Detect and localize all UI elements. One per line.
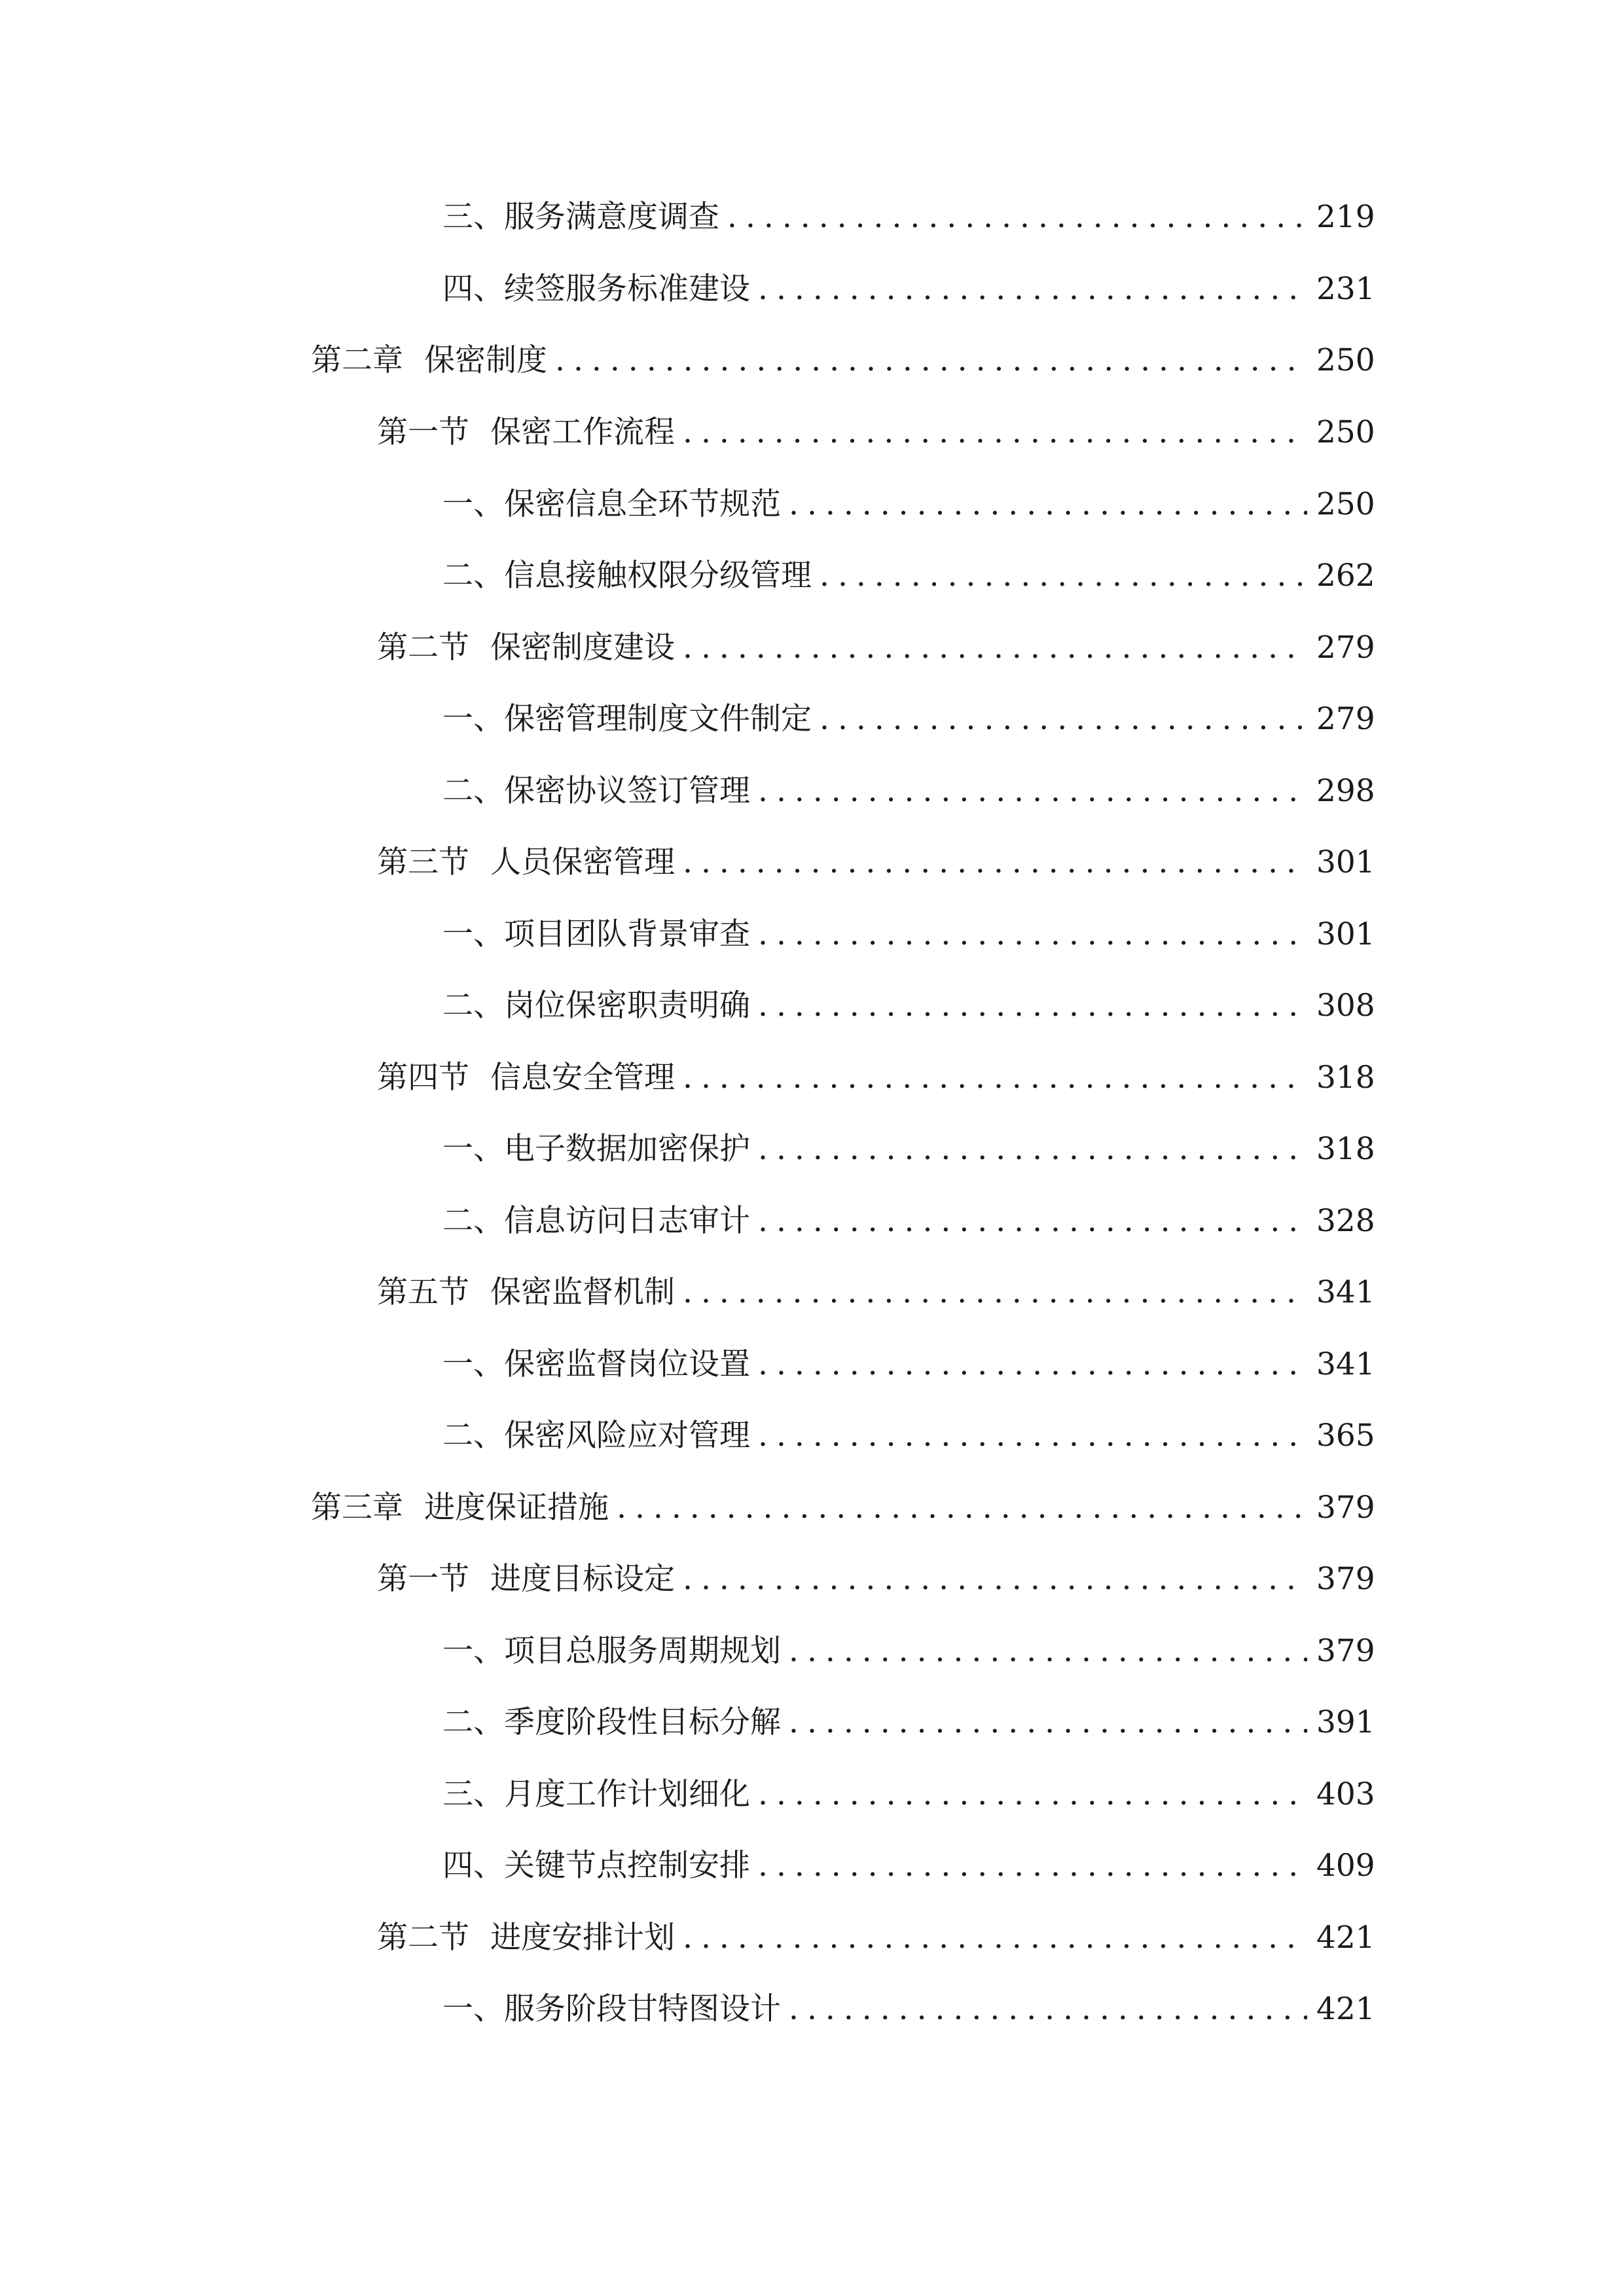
toc-entry-title: 保密信息全环节规范 [504,486,781,522]
toc-entry-page: 421 [1316,1991,1375,2027]
toc-entry-title: 进度保证措施 [424,1490,609,1526]
toc-entry-page: 379 [1316,1490,1375,1526]
toc-entry-page: 250 [1316,486,1375,522]
toc-leader-dots [758,263,1307,315]
toc-leader-dots [683,1266,1307,1319]
toc-entry-title: 信息安全管理 [490,1060,675,1096]
toc-entry-number: 一、 [442,1633,504,1669]
toc-entry-title: 保密工作流程 [490,414,675,450]
toc-entry[interactable] [377,622,1375,674]
toc-entry[interactable] [377,1266,1375,1319]
toc-entry[interactable] [442,1840,1375,1892]
toc-entry-title: 月度工作计划细化 [504,1776,750,1812]
toc-leader-dots [617,1482,1307,1534]
toc-entry-title: 季度阶段性目标分解 [504,1704,781,1740]
toc-entry-page: 379 [1316,1633,1375,1669]
toc-entry[interactable] [442,765,1375,817]
toc-entry-title: 保密管理制度文件制定 [504,701,812,737]
toc-leader-dots [758,1768,1307,1821]
toc-leader-dots [683,622,1307,674]
toc-entry-number: 一、 [442,486,504,522]
toc-entry[interactable] [442,1338,1375,1391]
toc-entry-number: 一、 [442,1346,504,1382]
toc-entry-title: 项目团队背景审查 [504,916,750,952]
toc-entry[interactable] [442,908,1375,961]
toc-entry-number: 二、 [442,1203,504,1239]
toc-entry-title: 人员保密管理 [490,844,675,880]
toc-entry-page: 403 [1316,1776,1375,1812]
toc-entry-title: 服务满意度调查 [504,199,719,235]
toc-entry-page: 250 [1316,414,1375,450]
toc-entry-page: 318 [1316,1131,1375,1167]
toc-leader-dots [789,1696,1307,1749]
toc-entry-title: 项目总服务周期规划 [504,1633,781,1669]
toc-entry-number: 第三章 [311,1490,403,1526]
toc-entry[interactable] [311,1482,1375,1534]
toc-entry-number: 第二节 [377,630,469,666]
toc-entry[interactable] [377,1912,1375,1964]
toc-entry-number: 二、 [442,1704,504,1740]
toc-entry-number: 第二节 [377,1920,469,1956]
toc-entry-title: 岗位保密职责明确 [504,988,750,1024]
toc-leader-dots [820,693,1307,745]
toc-entry-number: 一、 [442,1131,504,1167]
toc-entry[interactable] [377,1052,1375,1104]
toc-entry-page: 298 [1316,773,1375,809]
toc-entry-page: 250 [1316,342,1375,378]
toc-entry-page: 262 [1316,558,1375,594]
toc-entry-number: 第三节 [377,844,469,880]
toc-leader-dots [758,1840,1307,1892]
toc-entry-page: 328 [1316,1203,1375,1239]
toc-entry-title: 电子数据加密保护 [504,1131,750,1167]
toc-entry[interactable] [442,550,1375,602]
toc-entry-number: 三、 [442,1776,504,1812]
toc-leader-dots [789,1625,1307,1677]
toc-entry-number: 一、 [442,1991,504,2027]
toc-entry[interactable] [311,334,1375,387]
toc-entry[interactable] [442,980,1375,1032]
toc-entry-title: 保密监督岗位设置 [504,1346,750,1382]
toc-leader-dots [683,1052,1307,1104]
toc-entry-page: 341 [1316,1274,1375,1310]
toc-entry-title: 关键节点控制安排 [504,1848,750,1884]
toc-leader-dots [555,334,1307,387]
toc-entry-title: 信息接触权限分级管理 [504,558,812,594]
toc-entry[interactable] [377,1553,1375,1605]
toc-leader-dots [789,1983,1307,2036]
toc-entry-page: 379 [1316,1561,1375,1597]
toc-entry-page: 301 [1316,916,1375,952]
toc-leader-dots [758,1338,1307,1391]
toc-entry-number: 第四节 [377,1060,469,1096]
toc-entry-page: 231 [1316,271,1375,307]
toc-entry-number: 第一节 [377,1561,469,1597]
toc-entry-page: 219 [1316,199,1375,235]
toc-entry-page: 365 [1316,1418,1375,1454]
toc-entry-number: 三、 [442,199,504,235]
toc-entry-title: 服务阶段甘特图设计 [504,1991,781,2027]
toc-entry-title: 进度目标设定 [490,1561,675,1597]
toc-entry[interactable] [442,1410,1375,1462]
toc-entry-number: 一、 [442,701,504,737]
toc-entry[interactable] [442,1195,1375,1247]
toc-leader-dots [758,1195,1307,1247]
toc-entry-page: 409 [1316,1848,1375,1884]
toc-entry-number: 第二章 [311,342,403,378]
toc-leader-dots [758,980,1307,1032]
toc-entry[interactable] [442,1696,1375,1749]
toc-entry-number: 第一节 [377,414,469,450]
toc-leader-dots [758,1123,1307,1175]
toc-entry-page: 391 [1316,1704,1375,1740]
toc-entry[interactable] [442,693,1375,745]
toc-entry-number: 二、 [442,773,504,809]
toc-entry[interactable] [442,1625,1375,1677]
toc-leader-dots [758,765,1307,817]
toc-entry-number: 四、 [442,271,504,307]
toc-entry-page: 279 [1316,630,1375,666]
toc-entry-title: 续签服务标准建设 [504,271,750,307]
toc-entry-page: 318 [1316,1060,1375,1096]
toc-entry[interactable] [442,263,1375,315]
toc-entry-title: 保密协议签订管理 [504,773,750,809]
toc-entry-title: 保密风险应对管理 [504,1418,750,1454]
toc-entry-page: 301 [1316,844,1375,880]
toc-leader-dots [789,478,1307,531]
toc-leader-dots [758,1410,1307,1462]
toc-entry-number: 二、 [442,1418,504,1454]
toc-entry-number: 二、 [442,558,504,594]
toc-entry[interactable] [377,836,1375,889]
toc-entry[interactable] [442,478,1375,531]
toc-leader-dots [727,191,1307,243]
toc-entry[interactable] [442,1983,1375,2036]
toc-entry[interactable] [442,1768,1375,1821]
toc-leader-dots [683,836,1307,889]
toc-entry-page: 421 [1316,1920,1375,1956]
toc-entry[interactable] [442,1123,1375,1175]
toc-entry-number: 二、 [442,988,504,1024]
toc-entry-number: 四、 [442,1848,504,1884]
toc-leader-dots [820,550,1307,602]
toc-entry-page: 341 [1316,1346,1375,1382]
toc-entry-title: 信息访问日志审计 [504,1203,750,1239]
toc-leader-dots [683,1553,1307,1605]
toc-entry-title: 保密制度 [424,342,547,378]
toc-entry-title: 进度安排计划 [490,1920,675,1956]
toc-entry[interactable] [442,191,1375,243]
toc-entry-number: 一、 [442,916,504,952]
toc-leader-dots [758,908,1307,961]
toc-entry-number: 第五节 [377,1274,469,1310]
toc-entry-title: 保密制度建设 [490,630,675,666]
toc-entry-page: 279 [1316,701,1375,737]
toc-entry-page: 308 [1316,988,1375,1024]
toc-entry-title: 保密监督机制 [490,1274,675,1310]
toc-leader-dots [683,1912,1307,1964]
toc-entry[interactable] [377,406,1375,459]
toc-leader-dots [683,406,1307,459]
